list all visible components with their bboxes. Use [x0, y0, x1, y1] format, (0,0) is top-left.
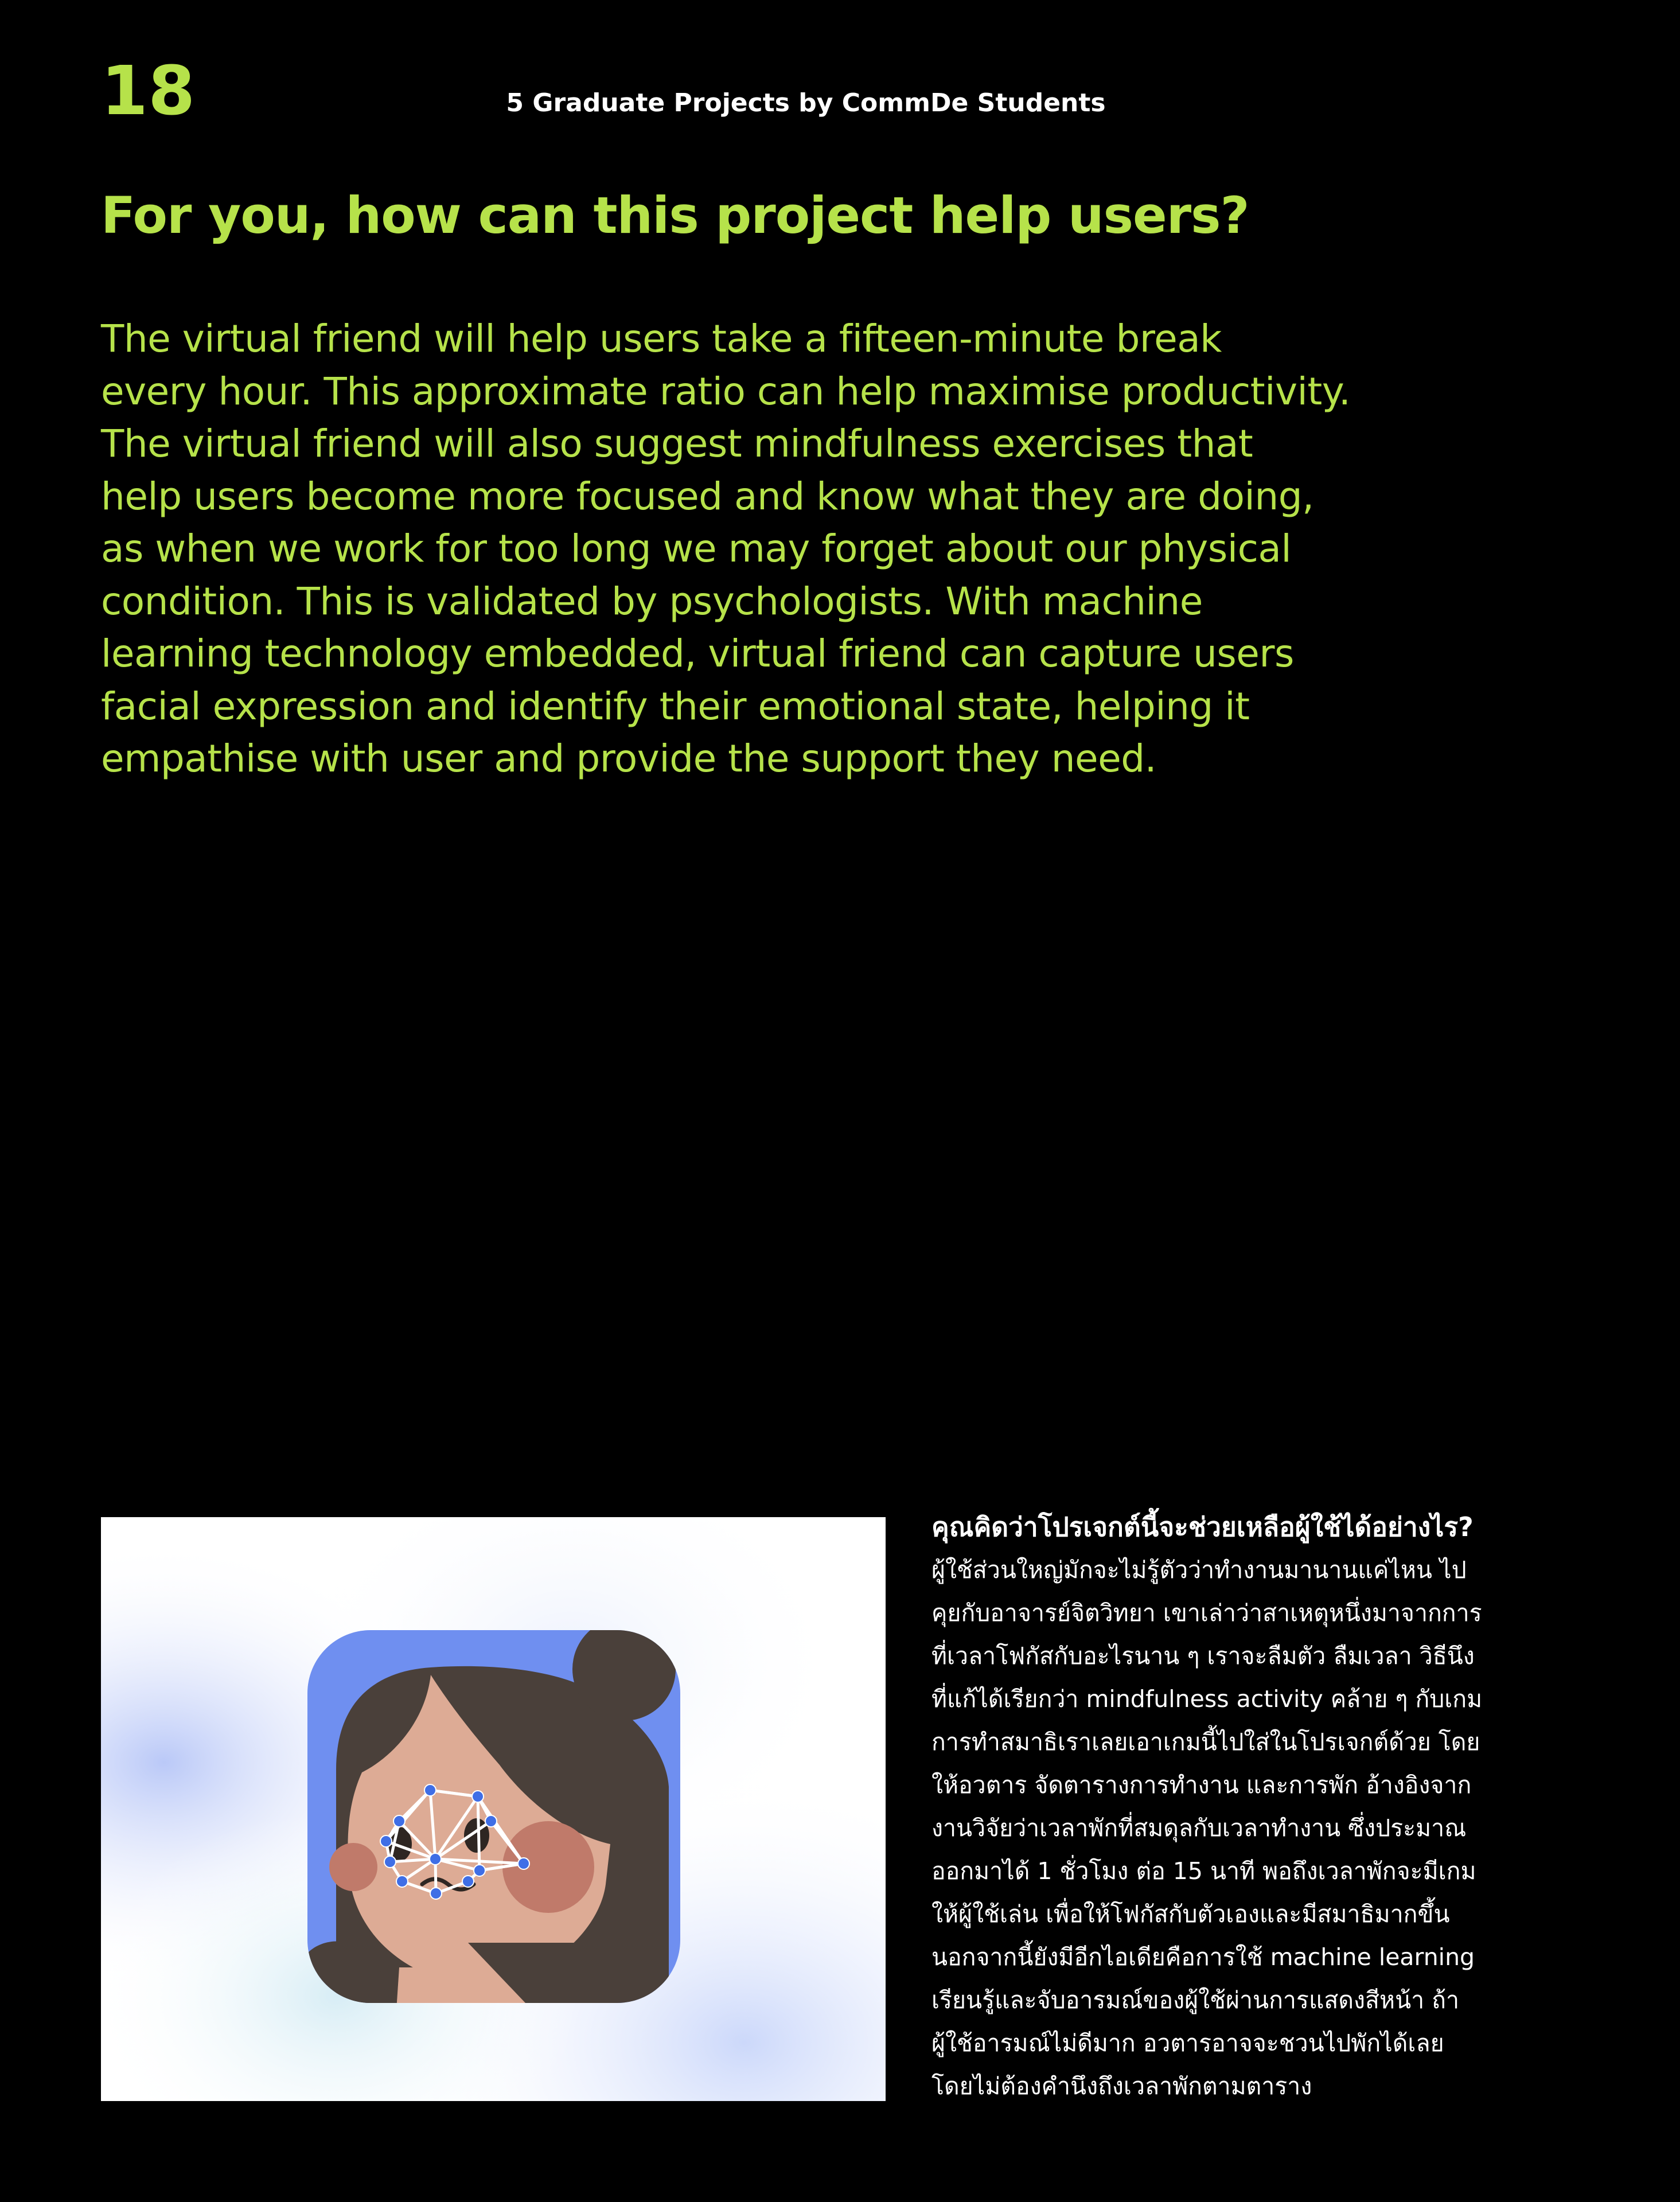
answer-line: help users become more focused and know what they are doing, [101, 474, 1314, 519]
answer-line-th: ที่แก้ได้เรียกว่า mindfulness activity คล้าย ๆ กับเกม [931, 1685, 1483, 1713]
mesh-node [472, 1791, 484, 1802]
answer-line-th: คุยกับอาจารย์จิตวิทยา เขาเล่าว่าสาเหตุหนึ่งมาจากการ [931, 1599, 1482, 1627]
mesh-node [393, 1815, 405, 1827]
answer-line: empathise with user and provide the support they need. [101, 736, 1157, 781]
answer-line: learning technology embedded, virtual friend can capture users [101, 632, 1294, 676]
avatar-cheek [502, 1821, 594, 1913]
mesh-node [462, 1876, 474, 1887]
page-number: 18 [101, 51, 196, 130]
question-heading-th: คุณคิดว่าโปรเจกต์นี้จะช่วยเหลือผู้ใช้ได้อย่างไร? [931, 1511, 1474, 1542]
answer-line-th: การทำสมาธิเราเลยเอาเกมนี้ไปใส่ในโปรเจกต์ด้วย โดย [931, 1728, 1480, 1756]
answer-line-th: ที่เวลาโฟกัสกับอะไรนาน ๆ เราจะลืมตัว ลืมเวลา วิธีนึง [931, 1642, 1475, 1670]
mesh-node [380, 1835, 392, 1847]
answer-line-th: โดยไม่ต้องคำนึงถึงเวลาพักตามตาราง [931, 2072, 1312, 2100]
answer-line: as when we work for too long we may forget about our physical [101, 527, 1292, 571]
answer-line-th: ให้ผู้ใช้เล่น เพื่อให้โฟกัสกับตัวเองและมีสมาธิมากขึ้น [931, 1900, 1450, 1928]
mesh-node [518, 1858, 529, 1869]
mesh-node [430, 1853, 441, 1865]
avatar-cheek [329, 1843, 377, 1891]
mesh-node [384, 1856, 396, 1868]
answer-line-th: ผู้ใช้ส่วนใหญ่มักจะไม่รู้ตัวว่าทำงานมานานแค่ไหน ไป [931, 1556, 1467, 1584]
answer-line-th: ผู้ใช้อารมณ์ไม่ดีมาก อวตารอาจจะชวนไปพักได้เลย [931, 2029, 1444, 2057]
mesh-node [424, 1784, 436, 1796]
mesh-node [474, 1865, 485, 1876]
mesh-node [396, 1876, 408, 1887]
face-tracking-avatar-app-icon [101, 1517, 886, 2101]
answer-line: condition. This is validated by psychologists. With machine [101, 579, 1203, 623]
thai-section [931, 1505, 1574, 2108]
project-illustration [101, 1517, 886, 2101]
answer-line: The virtual friend will help users take a fifteen-minute break [101, 317, 1222, 361]
answer-line-th: ออกมาได้ 1 ชั่วโมง ต่อ 15 นาที พอถึงเวลาพักจะมีเกม [931, 1857, 1476, 1885]
answer-line-th: งานวิจัยว่าเวลาพักที่สมดุลกับเวลาทำงาน ซึ่งประมาณ [931, 1814, 1467, 1842]
answer-body-th [931, 1549, 1574, 2108]
answer-line-th: เรียนรู้และจับอารมณ์ของผู้ใช้ผ่านการแสดงสีหน้า ถ้า [931, 1986, 1460, 2014]
answer-line-th: ให้อวตาร จัดตารางการทำงาน และการพัก อ้างอิงจาก [931, 1771, 1472, 1799]
answer-body-en [101, 313, 1363, 785]
answer-line: facial expression and identify their emotional state, helping it [101, 684, 1250, 728]
mesh-node [430, 1888, 442, 1899]
answer-line: every hour. This approximate ratio can help maximise productivity. [101, 369, 1351, 414]
mesh-node [485, 1815, 497, 1827]
running-header: 5 Graduate Projects by CommDe Students [506, 88, 1106, 118]
question-heading-en: For you, how can this project help users? [101, 186, 1249, 245]
answer-line: The virtual friend will also suggest mindfulness exercises that [101, 422, 1253, 466]
answer-line-th: นอกจากนี้ยังมีอีกไอเดียคือการใช้ machine learning [931, 1943, 1475, 1971]
